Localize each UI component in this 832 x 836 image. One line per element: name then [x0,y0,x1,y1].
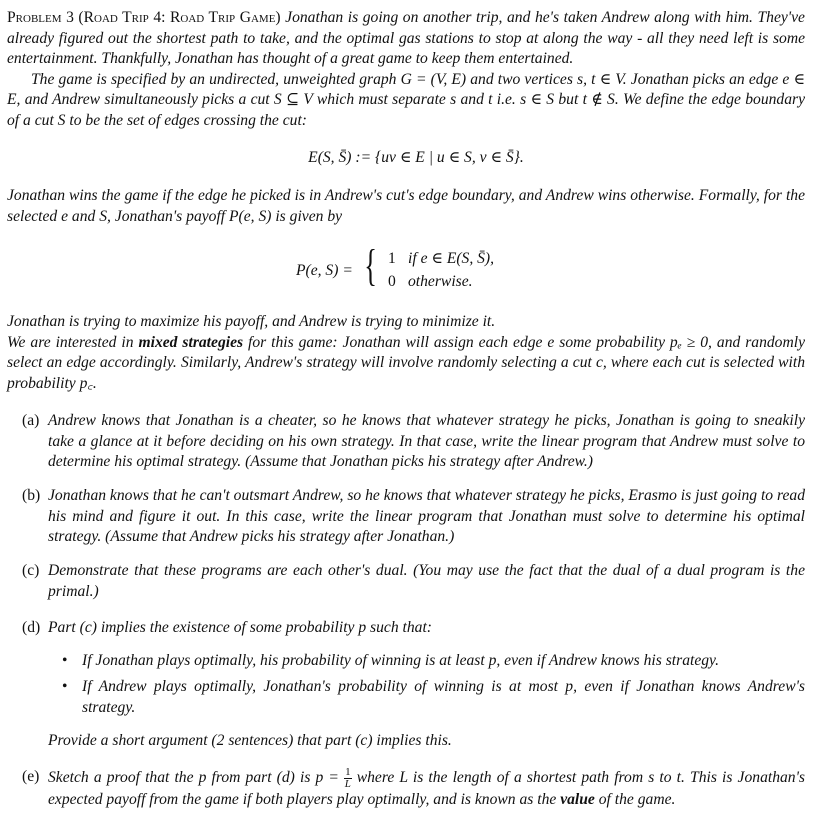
text-segment: where L is the length of a shortest path from s to t. This is Jonathan's expected payoff from the game if both players play optimally, and is known as the [48,769,805,808]
brace: { [364,241,377,290]
fraction-denominator: L [344,778,351,790]
part-text: Andrew knows that Jonathan is a cheater, so he knows that whatever strategy he picks, Jonathan is going to sneakily take a glance at it before deciding on his own strategy. In that case, write the linear program that Andrew must solve to determine his optimal strategy. (Assume that Jonathan picks his strategy after Andrew.) [48,412,805,470]
part-label: (c) [22,562,40,579]
intro-text: Jonathan is going on another trip, and he's taken Andrew along with him. They've already figured out the shortest path to take, and the optimal gas stations to stop at along the way - all they need left is some entertainment. Thankfully, Jonathan has thought of a great game to keep them entertained. [7,9,805,67]
text-segment: Sketch a proof that the p from part (d) is p = [48,769,345,787]
part-c [22,561,805,602]
part-d-followup [22,731,805,752]
mixed-text-before: We are interested in [7,333,139,351]
edge-boundary-equation: E(S, S̄) := {uv ∈ E | u ∈ S, v ∈ S̄}. [308,149,524,166]
payoff-lhs: P(e, S) = [296,262,353,279]
bullet-icon: • [62,652,68,669]
bullet-icon: • [62,678,68,695]
case2-condition: otherwise. [408,273,473,290]
part-b [22,486,805,548]
fraction [344,767,352,790]
part-a [22,411,805,473]
payoff-intro-text: Jonathan wins the game if the edge he picked is in Andrew's cut's edge boundary, and Andrew wins otherwise. Formally, for the selected e and S, Jonathan's payoff P(e, S) is given by [7,187,805,225]
objective-text: Jonathan is trying to maximize his payoff, and Andrew is trying to minimize it. [7,313,496,330]
part-label: (d) [22,619,41,636]
case1-value: 1 [388,250,396,267]
text-segment: of the game. [594,791,676,808]
game-definition-text: The game is specified by an undirected, unweighted graph G = (V, E) and two vertices s, t ∈ V. Jonathan picks an edge e ∈ E, and Andrew simultaneously picks a cut S ⊆ V which must separate s and t i.e. s ∈ S but t ∉ S. We define the edge boundary of a cut S to be the set of edges crossing the cut: [7,70,805,129]
bullet-item [62,651,805,672]
bullet-item [62,677,805,718]
part-label: (e) [22,768,40,785]
part-text: Provide a short argument (2 sentences) that part (c) implies this. [48,732,452,749]
intro-paragraph [7,8,805,131]
part-text: Demonstrate that these programs are each other's dual. (You may use the fact that the dual of a dual program is the primal.) [48,562,805,600]
part-d [22,618,805,639]
part-label: (a) [22,412,40,429]
case2-value: 0 [388,273,396,290]
bullet-text: If Andrew plays optimally, Jonathan's probability of winning is at most p, even if Jonathan knows Andrew's strategy. [82,678,805,716]
part-text: Part (c) implies the existence of some probability p such that: [48,619,432,636]
bullet-text: If Jonathan plays optimally, his probability of winning is at least p, even if Andrew knows his strategy. [82,652,720,669]
value-term: value [560,791,595,808]
case1-condition: if e ∈ E(S, S̄), [408,250,495,267]
part-label: (b) [22,487,41,504]
mixed-strategies-term: mixed strategies [138,333,244,351]
problem-heading: Problem 3 (Road Trip 4: Road Trip Game) [7,9,281,26]
fraction-numerator: 1 [345,766,351,778]
strategy-paragraph [7,312,805,394]
mixed-text-after: for this game: Jonathan will assign each edge e some probability pₑ ≥ 0, and randomly select an edge accordingly. Similarly, Andrew's strategy will involve randomly selecting a cut c, where each cut is selected with probability p꜀. [7,333,805,392]
part-text: Jonathan knows that he can't outsmart Andrew, so he knows that whatever strategy he picks, Erasmo is just going to read his mind and figure it out. In this case, write the linear program that Jonathan must solve to determine his optimal strategy. (Assume that Andrew picks his strategy after Jonathan.) [48,487,805,545]
part-e [22,767,805,811]
part-text [48,767,805,811]
